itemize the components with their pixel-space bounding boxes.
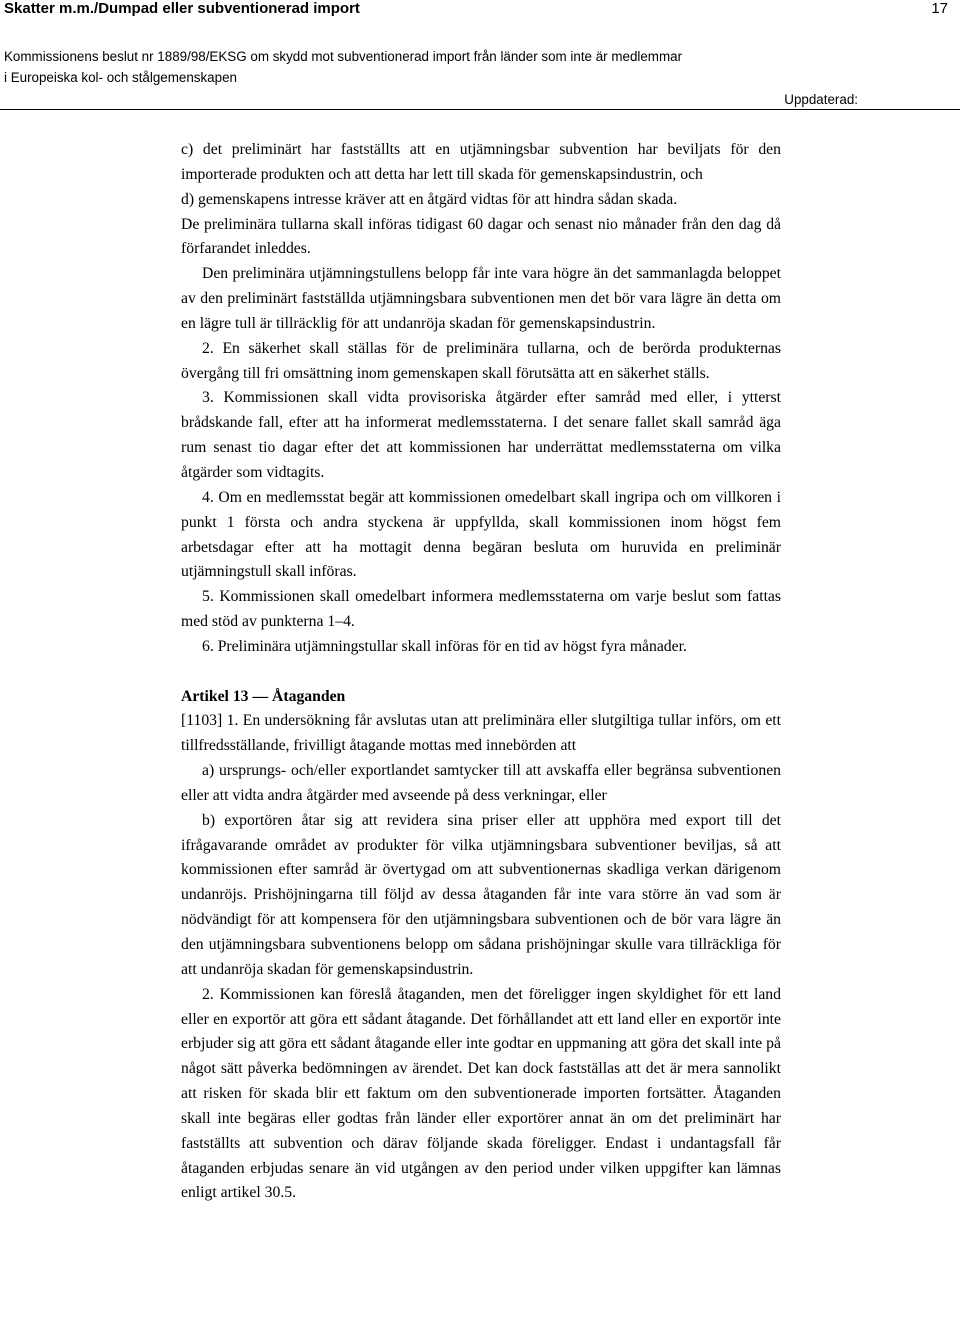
paragraph: c) det preliminärt har fastställts att en utjämningsbar subvention har beviljats för den importerade produkten och att detta har lett till skada för gemenskapsindustrin, och <box>181 141 781 183</box>
paragraph: Den preliminära utjämningstullens belopp får inte vara högre än det sammanlagda beloppet av den preliminärt fastställda utjämningsbara subventionen men det bör vara lägre än detta om en lägre tull är tillräcklig för att undanröja skadan för gemenskapsindustrin. <box>181 265 781 332</box>
paragraph: [1103] 1. En undersökning får avslutas utan att preliminära eller slutgiltiga tullar införs, om ett tillfredsställande, frivilligt åtagande mottas med innebörden att <box>181 712 781 755</box>
paragraph: 6. Preliminära utjämningstullar skall införas för en tid av högst fyra månader. <box>202 637 687 655</box>
paragraph: a) ursprungs- och/eller exportlandet samtycker till att avskaffa eller begränsa subventionen eller att vidta andra åtgärder med avseende på dess verkningar, eller <box>181 762 781 804</box>
header-divider <box>0 109 960 110</box>
document-subtitle <box>4 46 682 88</box>
paragraph: b) exportören åtar sig att revidera sina priser eller att upphöra med export till det ifrågavarande området av produkter för vilka utjämningsbara subventioner beviljas, så att kommissionen efter samråd är övertygad om att subventionernas skadliga verkan därigenom undanröjs. Prishöjningarna till följd av dessa åtaganden får inte vara större än vad som är nödvändigt för att kompensera för den utjämningsbara subventionen och de bör vara lägre än den utjämningsbara subventionens belopp om sådana prishöjningar skulle vara tillräckliga för att undanröja skadan för gemenskapsindustrin. <box>181 811 781 978</box>
subtitle-line: Kommissionens beslut nr 1889/98/EKSG om skydd mot subventionerad import från länder som inte är medlemmar <box>4 49 683 64</box>
updated-label: Uppdaterad: <box>784 92 858 107</box>
paragraph: De preliminära tullarna skall införas tidigast 60 dagar och senast nio månader från den dag då förfarandet inleddes. <box>181 215 781 258</box>
paragraph: 2. Kommissionen kan föreslå åtaganden, men det föreligger ingen skyldighet för ett land eller en exportör att göra ett sådant åtagande. Det förhållandet att ett land eller en exportör inte erbjuder sig att göra ett sådant åtagande eller inte godtar en uppmaning att göra det skall inte på något sätt påverka bedömningen av ärendet. Det kan dock fastställas att det är mera sannolikt att risken för skada blir ett faktum om den subventionerade importen fortsätter. Åtaganden skall inte begäras eller godtas från länder eller exportörer annat än om det preliminärt har fastställts att subvention och därav följande skada föreligger. Endast i undantagsfall får åtaganden erbjudas senare än vid utgången av den period under vilken uppgifter kan lämnas enligt artikel 30.5. <box>181 985 781 1202</box>
document-body <box>181 138 781 1206</box>
paragraph: 2. En säkerhet skall ställas för de preliminära tullarna, och de berörda produkternas övergång till fri omsättning inom gemenskapen skall förutsätta att en säkerhet ställs. <box>181 339 781 382</box>
paragraph: 3. Kommissionen skall vidta provisoriska åtgärder efter samråd med eller, i ytterst brådskande fall, efter att ha informerat medlemsstaterna. I det senare fallet skall samråd äga rum senast tio dagar efter det att kommissionen har underrättat medlemsstaterna om vilka åtgärder som vidtagits. <box>181 389 781 481</box>
header-title: Skatter m.m./Dumpad eller subventionerad import <box>4 0 360 17</box>
page-number: 17 <box>931 0 948 17</box>
page-header <box>0 0 960 112</box>
paragraph: 4. Om en medlemsstat begär att kommissionen omedelbart skall ingripa och om villkoren i punkt 1 första och andra styckena är uppfyllda, skall kommissionen inom högst fem arbetsdagar efter att ha mottagit denna begäran besluta om huruvida en preliminär utjämningstull skall införas. <box>181 488 781 581</box>
article-heading: Artikel 13 — Åtaganden <box>181 687 346 705</box>
subtitle-line: i Europeiska kol- och stålgemenskapen <box>4 70 237 85</box>
paragraph: 5. Kommissionen skall omedelbart informera medlemsstaterna om varje beslut som fattas med stöd av punkterna 1–4. <box>181 588 781 631</box>
paragraph: d) gemenskapens intresse kräver att en åtgärd vidtas för att hindra sådan skada. <box>181 190 678 208</box>
